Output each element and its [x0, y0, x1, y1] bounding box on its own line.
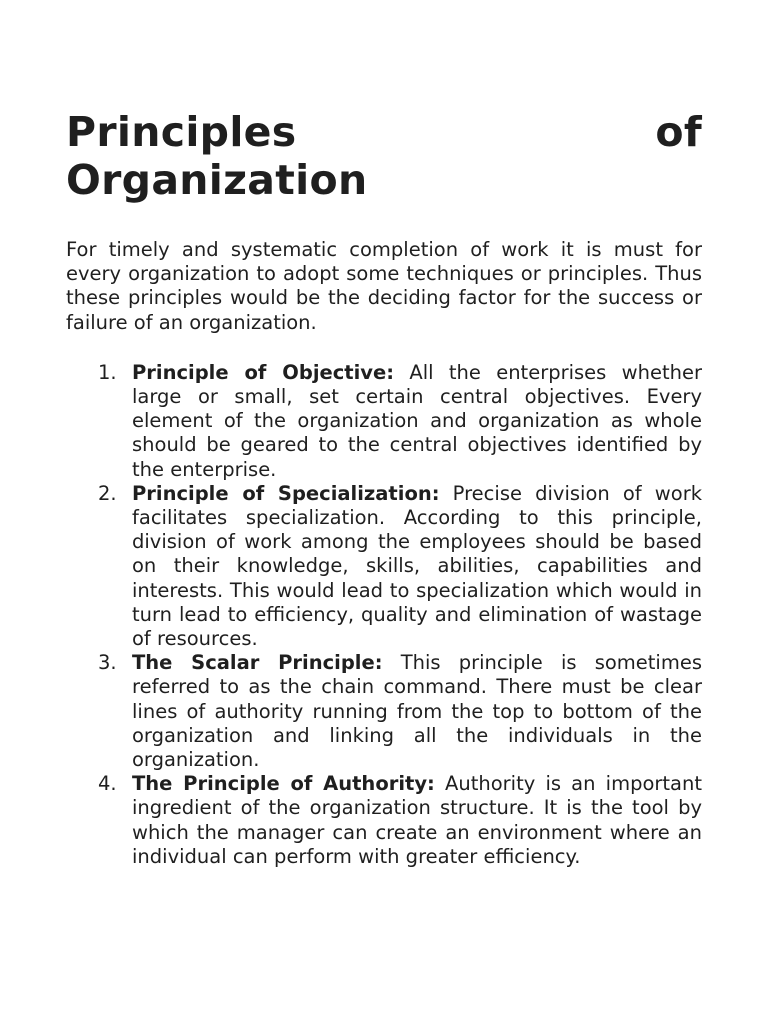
list-item-number: 2. — [98, 481, 117, 505]
list-item — [66, 651, 702, 772]
list-item — [66, 361, 702, 482]
list-item-heading: Principle of Objective: — [132, 360, 395, 384]
intro-paragraph: For timely and systematic completion of work it is must for every organization to adopt some techniques or principles. Thus these principles would be the deciding factor for the success or failure of an organization. — [66, 238, 702, 334]
list-item-number: 3. — [98, 651, 117, 675]
list-item-heading: The Scalar Principle: — [132, 651, 383, 675]
list-item — [66, 482, 702, 651]
list-item-text: Authority is an important ingredient of the organization structure. It is the tool by which the manager can create an environment where an individual can perform with greater efficiency. — [132, 772, 702, 868]
list-item-text: This principle is sometimes referred to as the chain command. There must be clear lines of authority running from the top to bottom of the organization and linking all the individuals in the organization. — [132, 651, 703, 772]
title-word-principles: Principles — [66, 108, 297, 156]
list-item — [66, 772, 702, 869]
page-title — [66, 108, 702, 204]
title-line-1 — [66, 108, 702, 156]
list-item-number: 1. — [98, 360, 117, 384]
title-word-of: of — [655, 108, 702, 156]
principles-list — [66, 361, 702, 869]
list-item-heading: Principle of Specialization: — [132, 481, 440, 505]
title-line-2: Organization — [66, 156, 368, 204]
list-item-text: Precise division of work facilitates specialization. According to this principle, division of work among the employees should be based on their knowledge, skills, abilities, capabilities and interests. This would lead to specialization which would in turn lead to efficiency, quality and elimination of wastage of resources. — [132, 481, 702, 651]
list-item-number: 4. — [98, 772, 117, 796]
list-item-text: All the enterprises whether large or small, set certain central objectives. Every element of the organization and organization as whole should be geared to the central objectives identified by the enterprise. — [132, 360, 702, 481]
list-item-heading: The Principle of Authority: — [132, 772, 435, 796]
